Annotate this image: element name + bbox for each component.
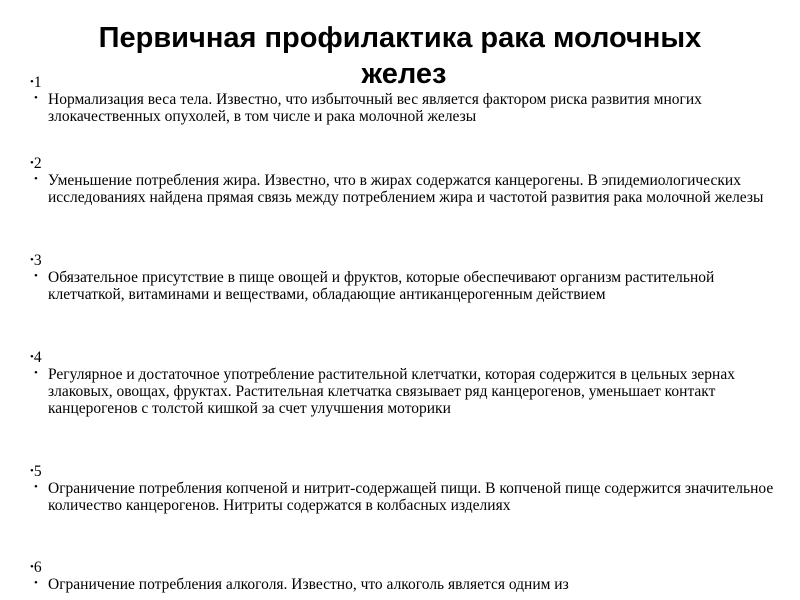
list-item [30, 74, 790, 125]
item-text-bullet [34, 480, 790, 514]
item-text-bullet [34, 269, 790, 303]
list-item [30, 463, 790, 514]
item-text: • Нормализация веса тела. Известно, что избыточный вес является фактором риска развития многих злокачественных опухолей, в том числе и рака молочной железы [48, 91, 702, 125]
item-number: • 4 [30, 349, 790, 366]
item-text: • Ограничение потребления копченой и нитрит-содержащей пищи. В копченой пище содержится значительное количество канцерогенов. Нитриты содержатся в колбасных изделиях [48, 480, 774, 514]
list-item [30, 155, 790, 206]
list-item [30, 559, 790, 593]
item-number: • 6 [30, 559, 790, 576]
page-title-line-2: желез [361, 58, 447, 90]
item-number: • 3 [30, 252, 790, 269]
item-text-bullet [34, 366, 790, 417]
item-number: • 5 [30, 463, 790, 480]
item-text: • Ограничение потребления алкоголя. Известно, что алкоголь является одним из [48, 576, 569, 593]
item-number: • 2 [30, 155, 790, 172]
item-text: • Регулярное и достаточное употребление растительной клетчатки, которая содержится в цельных зернах злаковых, овощах, фруктах. Растительная клетчатка связывает ряд канцерогенов, уменьшает контакт канцерогенов с толстой кишкой за счет улучшения моторики [48, 366, 735, 417]
page-title-line-1: Первичная профилактика рака молочных [98, 22, 702, 54]
item-text: • Уменьшение потребления жира. Известно, что в жирах содержатся канцерогены. В эпидемиологических исследованиях найдена прямая связь между потреблением жира и частотой развития рака молочной железы [48, 172, 764, 206]
item-text-bullet [34, 91, 790, 125]
list-item [30, 349, 790, 417]
item-text: • Обязательное присутствие в пище овощей и фруктов, которые обеспечивают организм растительной клетчаткой, витаминами и веществами, обладающие антиканцерогенным действием [48, 269, 715, 303]
item-text-bullet [34, 576, 790, 593]
list-item [30, 252, 790, 303]
item-number: • 1 [30, 74, 790, 91]
item-text-bullet [34, 172, 790, 206]
